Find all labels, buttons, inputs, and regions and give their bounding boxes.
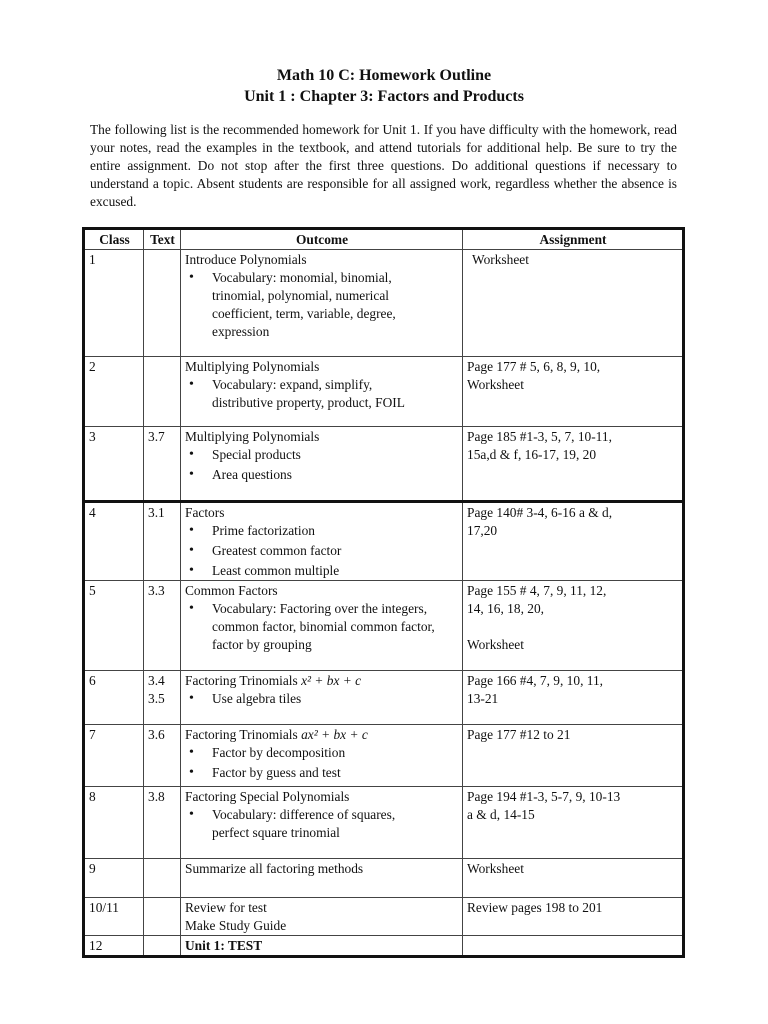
document-title: Math 10 C: Homework Outline	[276, 67, 492, 84]
bullet-item: • Factor by decomposition	[207, 744, 459, 762]
text-section: 3.5	[148, 691, 165, 706]
math-expression: ax² + bx + c	[301, 727, 368, 742]
outcome-cell	[181, 936, 463, 957]
outcome-cell	[181, 787, 463, 859]
outcome-title: Unit 1: TEST	[185, 938, 263, 953]
assignment-line: Worksheet	[467, 861, 524, 876]
text-cell: 3.8	[144, 787, 181, 859]
assignment-line: Page 177 # 5, 6, 8, 9, 10,	[467, 359, 601, 374]
column-header-assignment: Assignment	[463, 229, 684, 250]
outcome-title: Introduce Polynomials	[185, 252, 307, 267]
assignment-cell	[463, 502, 684, 581]
table-row	[84, 427, 684, 502]
bullet-item: • Vocabulary: monomial, binomial,	[207, 269, 459, 287]
outcome-cell	[181, 898, 463, 936]
outcome-cell	[181, 725, 463, 787]
bullet-continuation: factor by grouping	[212, 637, 312, 652]
bullet-item: • Factor by guess and test	[207, 764, 459, 782]
text-cell	[144, 250, 181, 357]
table-row	[84, 859, 684, 898]
assignment-cell	[463, 936, 684, 957]
table-row	[84, 357, 684, 427]
assignment-line: 14, 16, 18, 20,	[467, 601, 544, 616]
outcome-cell	[181, 250, 463, 357]
outcome-bullets	[185, 600, 459, 618]
outcome-title: Factors	[185, 505, 225, 520]
class-cell: 1	[84, 250, 144, 357]
text-cell: 3.3	[144, 581, 181, 671]
class-cell: 3	[84, 427, 144, 502]
assignment-cell	[463, 725, 684, 787]
table-row	[84, 581, 684, 671]
outcome-bullets	[185, 690, 459, 708]
assignment-line: Worksheet	[467, 637, 524, 652]
assignment-line: Page 155 # 4, 7, 9, 11, 12,	[467, 583, 607, 598]
bullet-item: • Vocabulary: difference of squares,	[207, 806, 459, 824]
assignment-cell	[463, 898, 684, 936]
text-cell: 3.6	[144, 725, 181, 787]
column-header-outcome: Outcome	[181, 229, 463, 250]
assignment-line: 17,20	[467, 523, 498, 538]
outcome-title: Summarize all factoring methods	[185, 861, 364, 876]
class-cell: 10/11	[84, 898, 144, 936]
outcome-cell	[181, 427, 463, 502]
text-cell: 3.1	[144, 502, 181, 581]
outcome-cell	[181, 671, 463, 725]
text-section: 3.4	[148, 673, 165, 688]
assignment-cell	[463, 427, 684, 502]
assignment-line: Page 185 #1-3, 5, 7, 10-11,	[467, 429, 612, 444]
outcome-bullets	[185, 522, 459, 580]
bullet-continuation: perfect square trinomial	[212, 825, 340, 840]
assignment-cell	[463, 671, 684, 725]
assignment-cell	[463, 357, 684, 427]
bullet-item: • Area questions	[207, 466, 459, 484]
text-cell: 3.7	[144, 427, 181, 502]
bullet-item: • Prime factorization	[207, 522, 459, 540]
outcome-cell	[181, 859, 463, 898]
assignment-line: Page 140# 3-4, 6-16 a & d,	[467, 505, 613, 520]
outcome-cell	[181, 357, 463, 427]
assignment-cell	[463, 787, 684, 859]
assignment-cell	[463, 250, 684, 357]
bullet-item: • Vocabulary: expand, simplify,	[207, 376, 459, 394]
table-row	[84, 502, 684, 581]
outcome-title-text: Factoring Trinomials	[185, 673, 298, 688]
bullet-continuation: distributive property, product, FOIL	[212, 395, 405, 410]
text-cell	[144, 859, 181, 898]
table-row	[84, 725, 684, 787]
bullet-item: • Special products	[207, 446, 459, 464]
outcome-title: Factoring Special Polynomials	[185, 789, 350, 804]
assignment-line: Page 166 #4, 7, 9, 10, 11,	[467, 673, 604, 688]
bullet-continuation: expression	[212, 324, 270, 339]
table-row	[84, 936, 684, 957]
outcome-bullets	[185, 744, 459, 782]
class-cell: 9	[84, 859, 144, 898]
outcome-bullets	[185, 376, 459, 394]
assignment-line: Review pages 198 to 201	[467, 900, 603, 915]
intro-paragraph: The following list is the recommended homework for Unit 1. If you have difficulty with the homework, read your notes, read the examples in the textbook, and attend tutorials for additional help. Be sure to try the entire assignment. Do not stop after the first three questions. Do additional questions if necessary to understand a topic. Absent students are responsible for all assigned work, regardless whether the absence is excused.	[90, 122, 677, 209]
assignment-line: 15a,d & f, 16-17, 19, 20	[467, 447, 597, 462]
outcome-title-text: Factoring Trinomials	[185, 727, 298, 742]
bullet-continuation: trinomial, polynomial, numerical	[212, 288, 390, 303]
outcome-bullets	[185, 806, 459, 824]
table-row	[84, 898, 684, 936]
column-header-class: Class	[84, 229, 144, 250]
assignment-line: Worksheet	[472, 252, 529, 267]
assignment-line: 13-21	[467, 691, 499, 706]
text-cell	[144, 898, 181, 936]
math-expression: x² + bx + c	[301, 673, 362, 688]
homework-table	[82, 227, 685, 958]
outcome-bullets	[185, 269, 459, 287]
assignment-line: Page 194 #1-3, 5-7, 9, 10-13	[467, 789, 621, 804]
text-cell	[144, 357, 181, 427]
table-row	[84, 250, 684, 357]
class-cell: 4	[84, 502, 144, 581]
assignment-cell	[463, 581, 684, 671]
outcome-title: Multiplying Polynomials	[185, 429, 320, 444]
outcome-cell	[181, 581, 463, 671]
bullet-continuation: common factor, binomial common factor,	[212, 619, 435, 634]
outcome-title: Multiplying Polynomials	[185, 359, 320, 374]
outcome-cell	[181, 502, 463, 581]
outcome-line: Make Study Guide	[185, 918, 287, 933]
table-row	[84, 671, 684, 725]
assignment-cell	[463, 859, 684, 898]
table-header-row	[84, 229, 684, 250]
class-cell: 12	[84, 936, 144, 957]
text-cell	[144, 936, 181, 957]
assignment-line	[467, 618, 679, 636]
class-cell: 5	[84, 581, 144, 671]
assignment-line: Worksheet	[467, 377, 524, 392]
bullet-continuation: coefficient, term, variable, degree,	[212, 306, 396, 321]
outcome-title	[185, 726, 459, 744]
class-cell: 6	[84, 671, 144, 725]
class-cell: 8	[84, 787, 144, 859]
class-cell: 2	[84, 357, 144, 427]
table-row	[84, 787, 684, 859]
bullet-item: • Use algebra tiles	[207, 690, 459, 708]
outcome-title: Common Factors	[185, 583, 278, 598]
text-cell	[144, 671, 181, 725]
bullet-item: • Greatest common factor	[207, 542, 459, 560]
document-subtitle: Unit 1 : Chapter 3: Factors and Products	[244, 88, 524, 105]
bullet-item: • Least common multiple	[207, 562, 459, 580]
outcome-title: Review for test	[185, 900, 267, 915]
class-cell: 7	[84, 725, 144, 787]
assignment-line: Page 177 #12 to 21	[467, 727, 571, 742]
outcome-title	[185, 672, 459, 690]
outcome-bullets	[185, 446, 459, 484]
bullet-item: • Vocabulary: Factoring over the integers,	[207, 600, 459, 618]
assignment-line: a & d, 14-15	[467, 807, 535, 822]
column-header-text: Text	[144, 229, 181, 250]
